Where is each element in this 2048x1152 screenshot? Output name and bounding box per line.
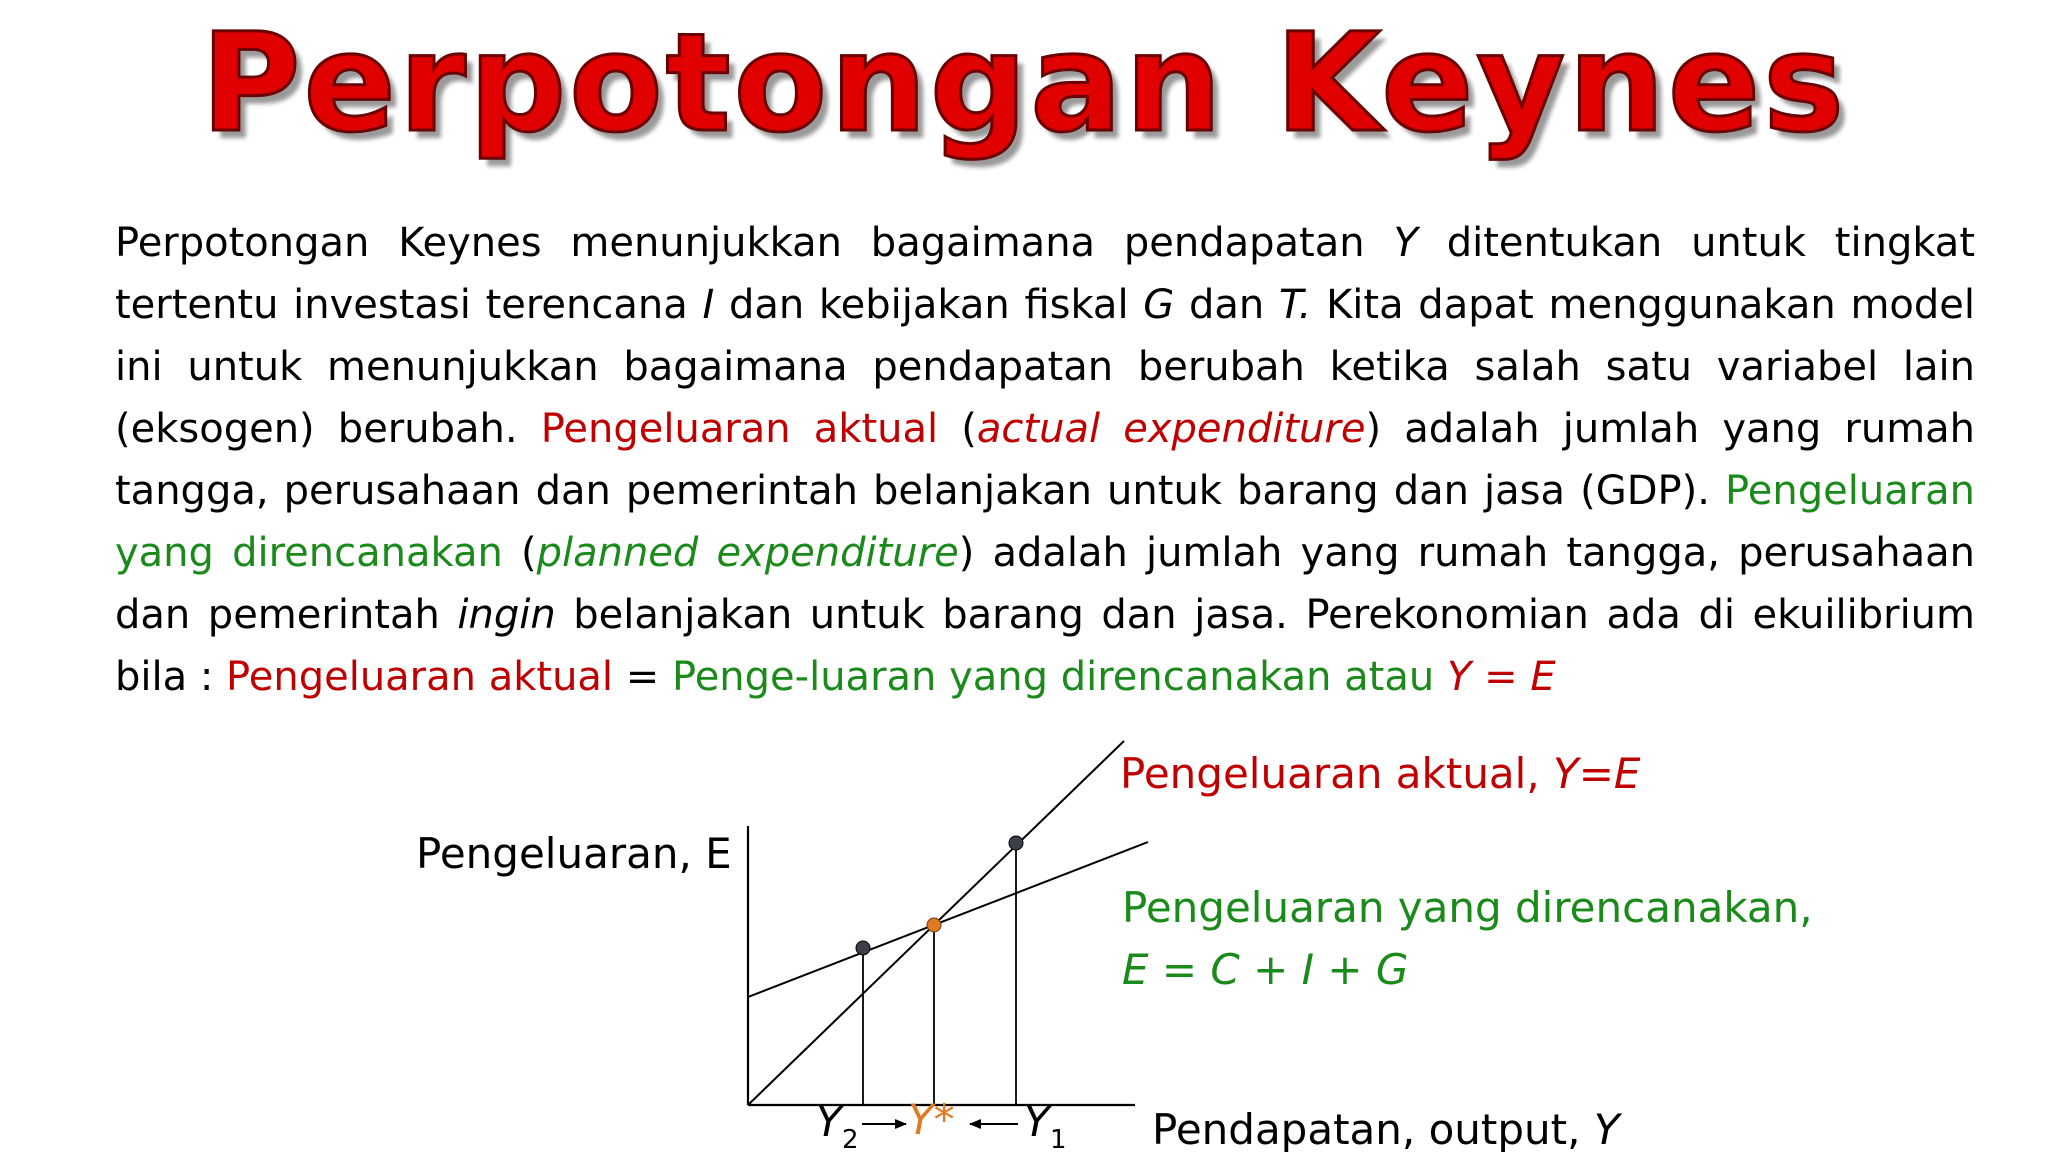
planned-expenditure-term: Pengeluaran yang direncanakan — [115, 468, 1975, 576]
equilibrium-actual-term: Pengeluaran aktual — [226, 654, 614, 700]
x-axis-label-var: Y — [1593, 1105, 1620, 1152]
planned-expenditure-line — [748, 842, 1148, 997]
tick-label-y2-sub: 2 — [842, 1125, 859, 1152]
equals-sign: = — [613, 654, 672, 700]
text-segment: ( — [502, 530, 537, 576]
text-segment: Kita dapat menggunakan model ini untuk menunjukkan bagaimana pendapatan berubah ketika salah satu variabel lain (eksogen) berubah. — [115, 282, 1976, 452]
planned-line-label: Pengeluaran yang direncanakan, — [1122, 883, 1813, 932]
planned-line-formula: E = C + I + G — [1122, 945, 1409, 994]
y-axis-label: Pengeluaran, E — [416, 829, 732, 878]
text-segment: ( — [938, 406, 977, 452]
page-title: Perpotongan Keynes — [200, 5, 1848, 163]
tick-label-ystar: Y* — [908, 1095, 955, 1144]
text-segment: dan — [1174, 282, 1279, 328]
var-t: T. — [1278, 282, 1312, 328]
text-segment: ) — [958, 530, 975, 576]
text-segment: ditentukan untuk tingkat tertentu investasi terencana — [115, 220, 1975, 328]
tick-label-y1: Y — [1024, 1097, 1050, 1146]
x-axis-label — [1152, 1105, 1623, 1152]
actual-expenditure-english: actual expenditure — [976, 406, 1366, 452]
actual-line-label-formula: Y=E — [1553, 749, 1641, 798]
equilibrium-planned-term: Penge-luaran yang direncanakan atau — [672, 654, 1435, 700]
var-g: G — [1143, 282, 1175, 328]
point-y1 — [1009, 836, 1023, 850]
word-ingin: ingin — [457, 592, 556, 638]
actual-line-label-text: Pengeluaran aktual, — [1120, 749, 1554, 798]
tick-label-y1-sub: 1 — [1050, 1125, 1067, 1152]
equilibrium-formula: Y = E — [1446, 654, 1556, 700]
text-segment: Perpotongan Keynes menunjukkan bagaimana pendapatan — [115, 220, 1394, 266]
actual-line-label — [1120, 749, 1641, 798]
tick-label-y2: Y — [816, 1097, 842, 1146]
point-y2 — [856, 941, 870, 955]
equilibrium-point — [927, 918, 941, 932]
x-axis-label-text: Pendapatan, output, — [1152, 1105, 1594, 1152]
var-i: I — [702, 282, 715, 328]
var-y: Y — [1393, 220, 1418, 266]
text-segment: dan kebijakan fiskal — [714, 282, 1144, 328]
text-segment: belanjakan untuk barang dan jasa. Perekonomian ada di ekuilibrium bila : — [115, 592, 1975, 700]
text-segment: ) adalah jumlah yang rumah tangga, perusahaan dan pemerintah belanjakan untuk barang dan jasa (GDP). — [115, 406, 1976, 514]
text-segment: adalah jumlah yang rumah tangga, perusahaan dan pemerintah — [115, 530, 1975, 638]
planned-expenditure-english: planned expenditure — [536, 530, 959, 576]
actual-expenditure-term: Pengeluaran aktual — [540, 406, 939, 452]
